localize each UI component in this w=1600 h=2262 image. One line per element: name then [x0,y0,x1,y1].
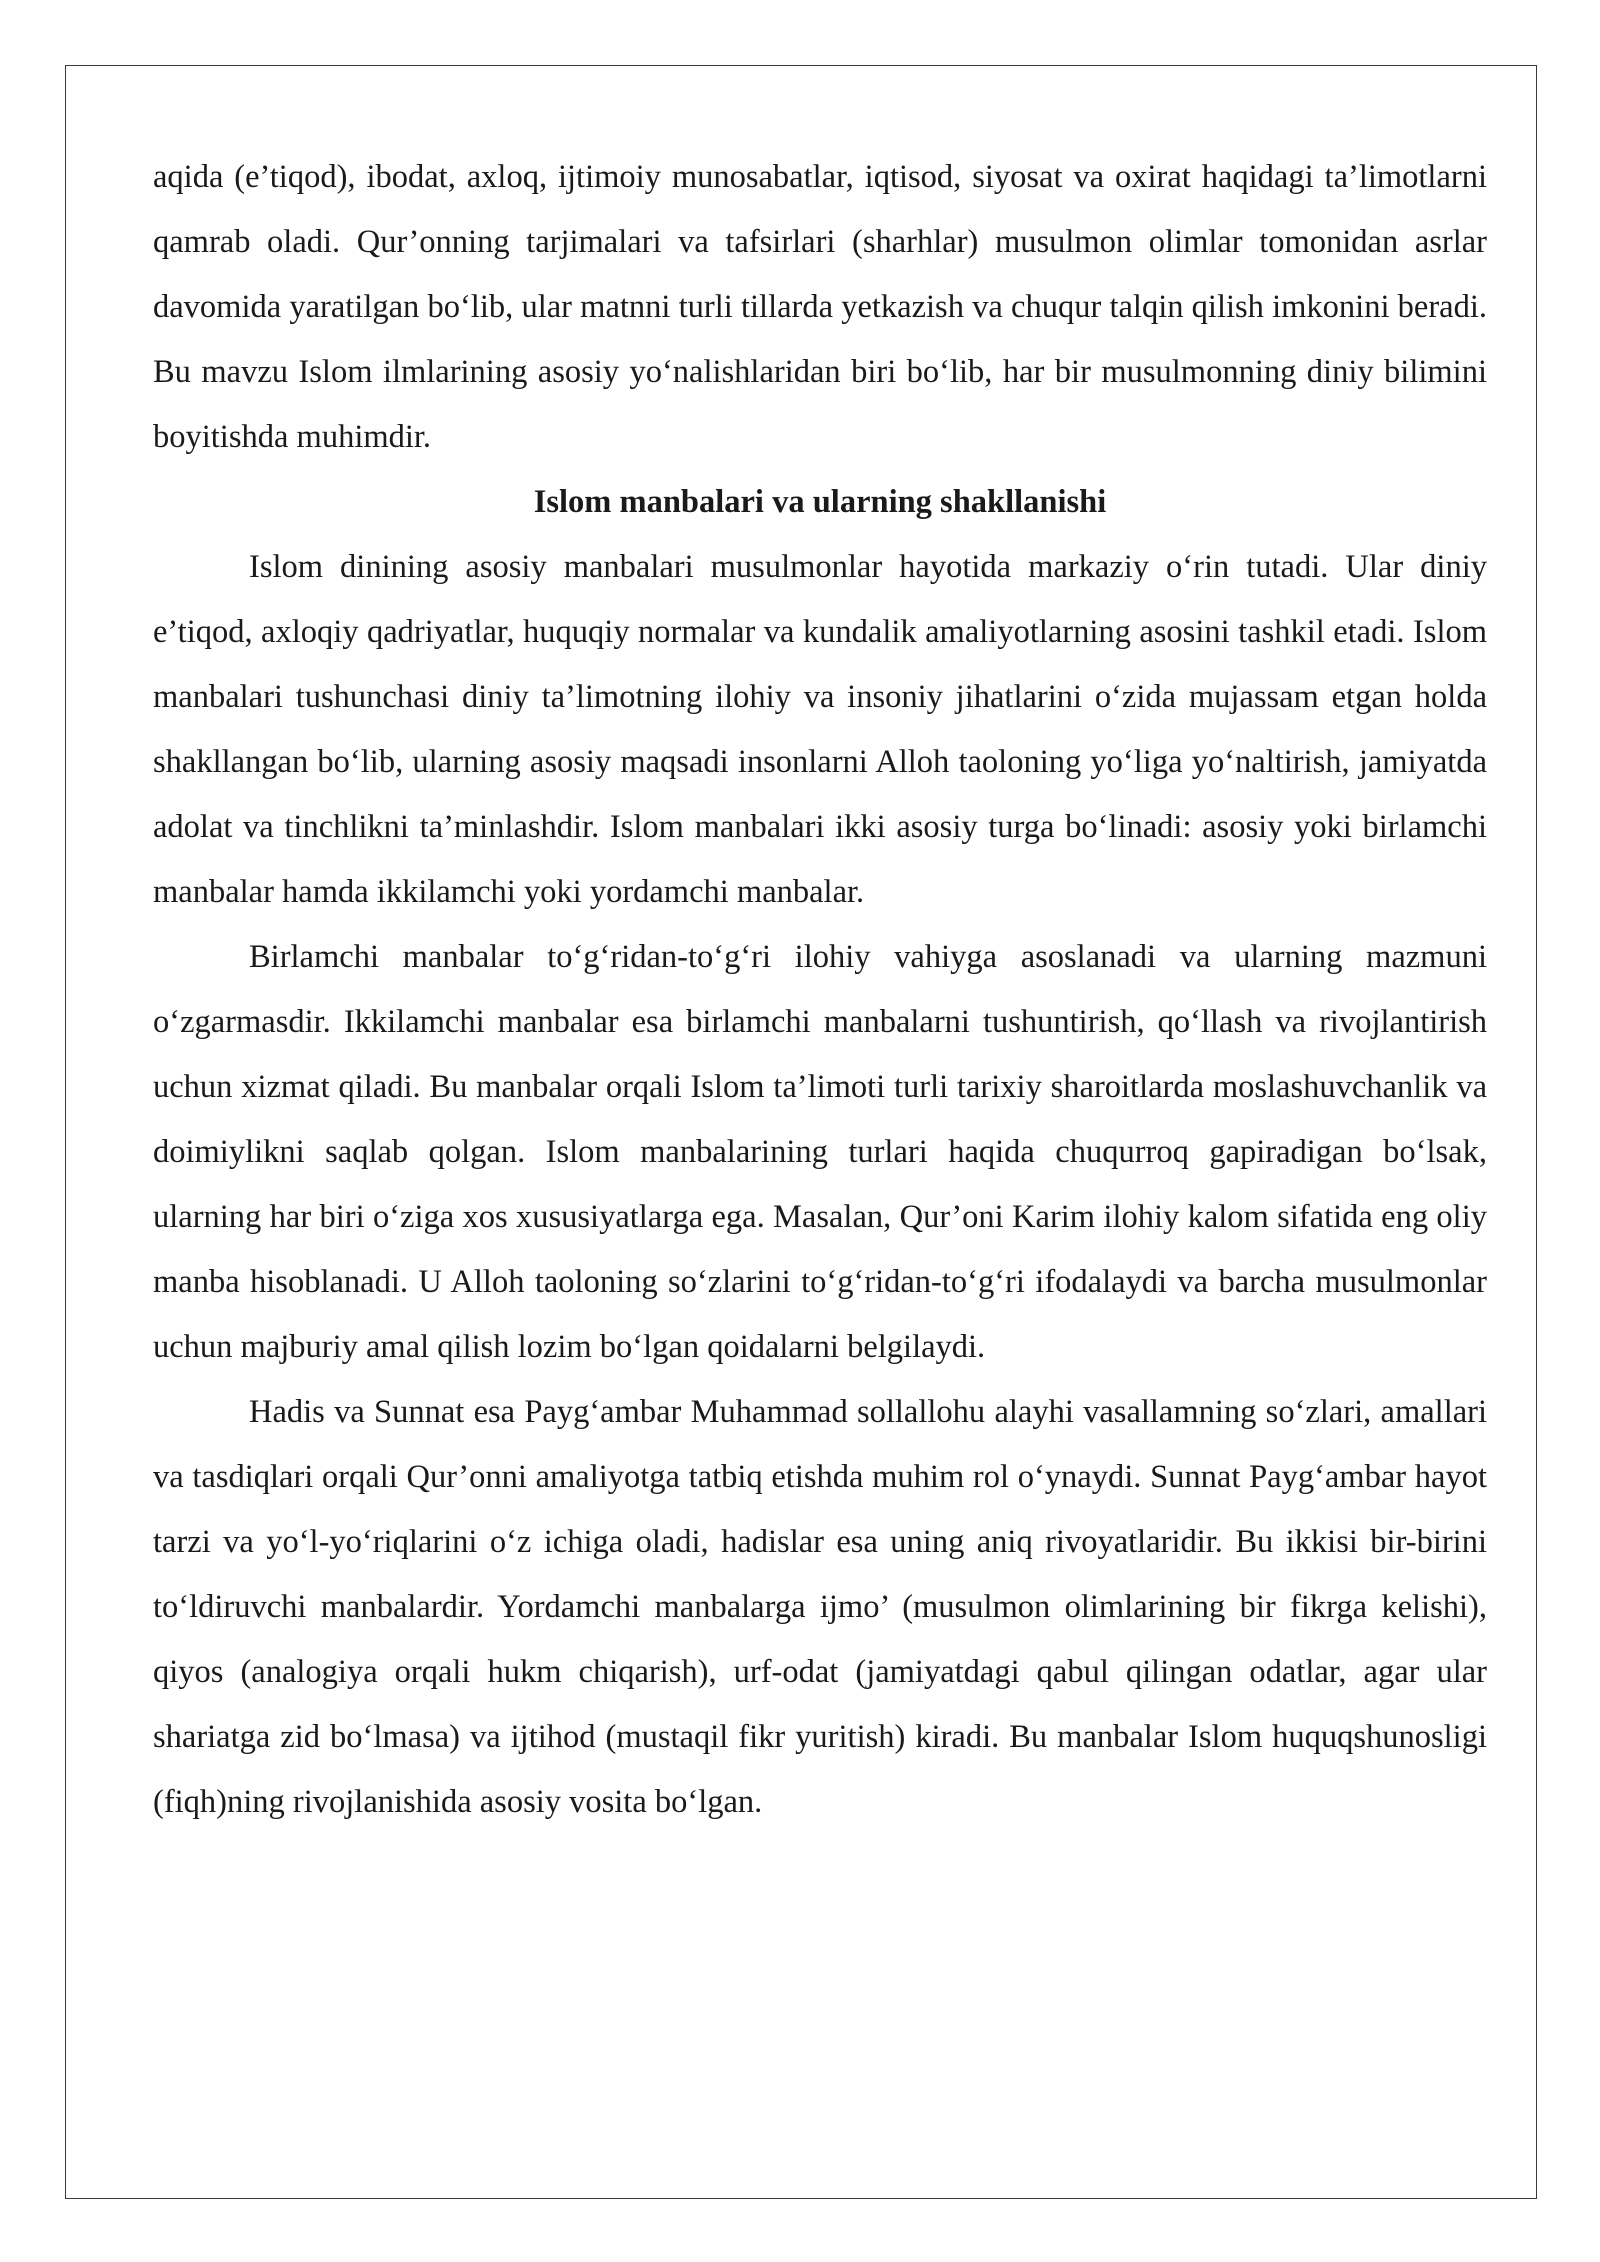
paragraph-hadis-va-sunnat: Hadis va Sunnat esa Payg‘ambar Muhammad sollallohu alayhi vasallamning so‘zlari, amallari va tasdiqlari orqali Qur’onni amaliyotga tatbiq etishda muhim rol o‘ynaydi. Sunnat Payg‘ambar hayot tarzi va yo‘l-yo‘riqlarini o‘z ichiga oladi, hadislar esa uning aniq rivoyatlaridir. Bu ikkisi bir-birini to‘ldiruvchi manbalardir. Yordamchi manbalarga ijmo’ (musulmon olimlarining bir fikrga kelishi), qiyos (analogiya orqali hukm chiqarish), urf-odat (jamiyatdagi qabul qilingan odatlar, agar ular shariatga zid bo‘lmasa) va ijtihod (mustaqil fikr yuritish) kiradi. Bu manbalar Islom huquqshunosligi (fiqh)ning rivojlanishida asosiy vosita bo‘lgan. [153,1394,1487,1820]
paragraph-birlamchi-manbalar: Birlamchi manbalar to‘g‘ridan-to‘g‘ri ilohiy vahiyga asoslanadi va ularning mazmuni o‘zgarmasdir. Ikkilamchi manbalar esa birlamchi manbalarni tushuntirish, qo‘llash va rivojlantirish uchun xizmat qiladi. Bu manbalar orqali Islom ta’limoti turli tarixiy sharoitlarda moslashuvchanlik va doimiylikni saqlab qolgan. Islom manbalarining turlari haqida chuqurroq gapiradigan bo‘lsak, ularning har biri o‘ziga xos xususiyatlarga ega. Masalan, Qur’oni Karim ilohiy kalom sifatida eng oliy manba hisoblanadi. U Alloh taoloning so‘zlarini to‘g‘ridan-to‘g‘ri ifodalaydi va barcha musulmonlar uchun majburiy amal qilish lozim bo‘lgan qoidalarni belgilaydi. [153,939,1487,1365]
paragraph-islom-manbalari: Islom dinining asosiy manbalari musulmonlar hayotida markaziy o‘rin tutadi. Ular diniy e’tiqod, axloqiy qadriyatlar, huquqiy normalar va kundalik amaliyotlarning asosini tashkil etadi. Islom manbalari tushunchasi diniy ta’limotning ilohiy va insoniy jihatlarini o‘zida mujassam etgan holda shakllangan bo‘lib, ularning asosiy maqsadi insonlarni Alloh taoloning yo‘liga yo‘naltirish, jamiyatda adolat va tinchlikni ta’minlashdir. Islom manbalari ikki asosiy turga bo‘linadi: asosiy yoki birlamchi manbalar hamda ikkilamchi yoki yordamchi manbalar. [153,549,1487,910]
section-heading: Islom manbalari va ularning shakllanishi [533,484,1107,520]
document-body [153,145,1487,1835]
paragraph-continuation: aqida (e’tiqod), ibodat, axloq, ijtimoiy munosabatlar, iqtisod, siyosat va oxirat haqidagi ta’limotlarni qamrab oladi. Qur’onning tarjimalari va tafsirlari (sharhlar) musulmon olimlar tomonidan asrlar davomida yaratilgan bo‘lib, ular matnni turli tillarda yetkazish va chuqur talqin qilish imkonini beradi. Bu mavzu Islom ilmlarining asosiy yo‘nalishlaridan biri bo‘lib, har bir musulmonning diniy bilimini boyitishda muhimdir. [153,159,1487,455]
